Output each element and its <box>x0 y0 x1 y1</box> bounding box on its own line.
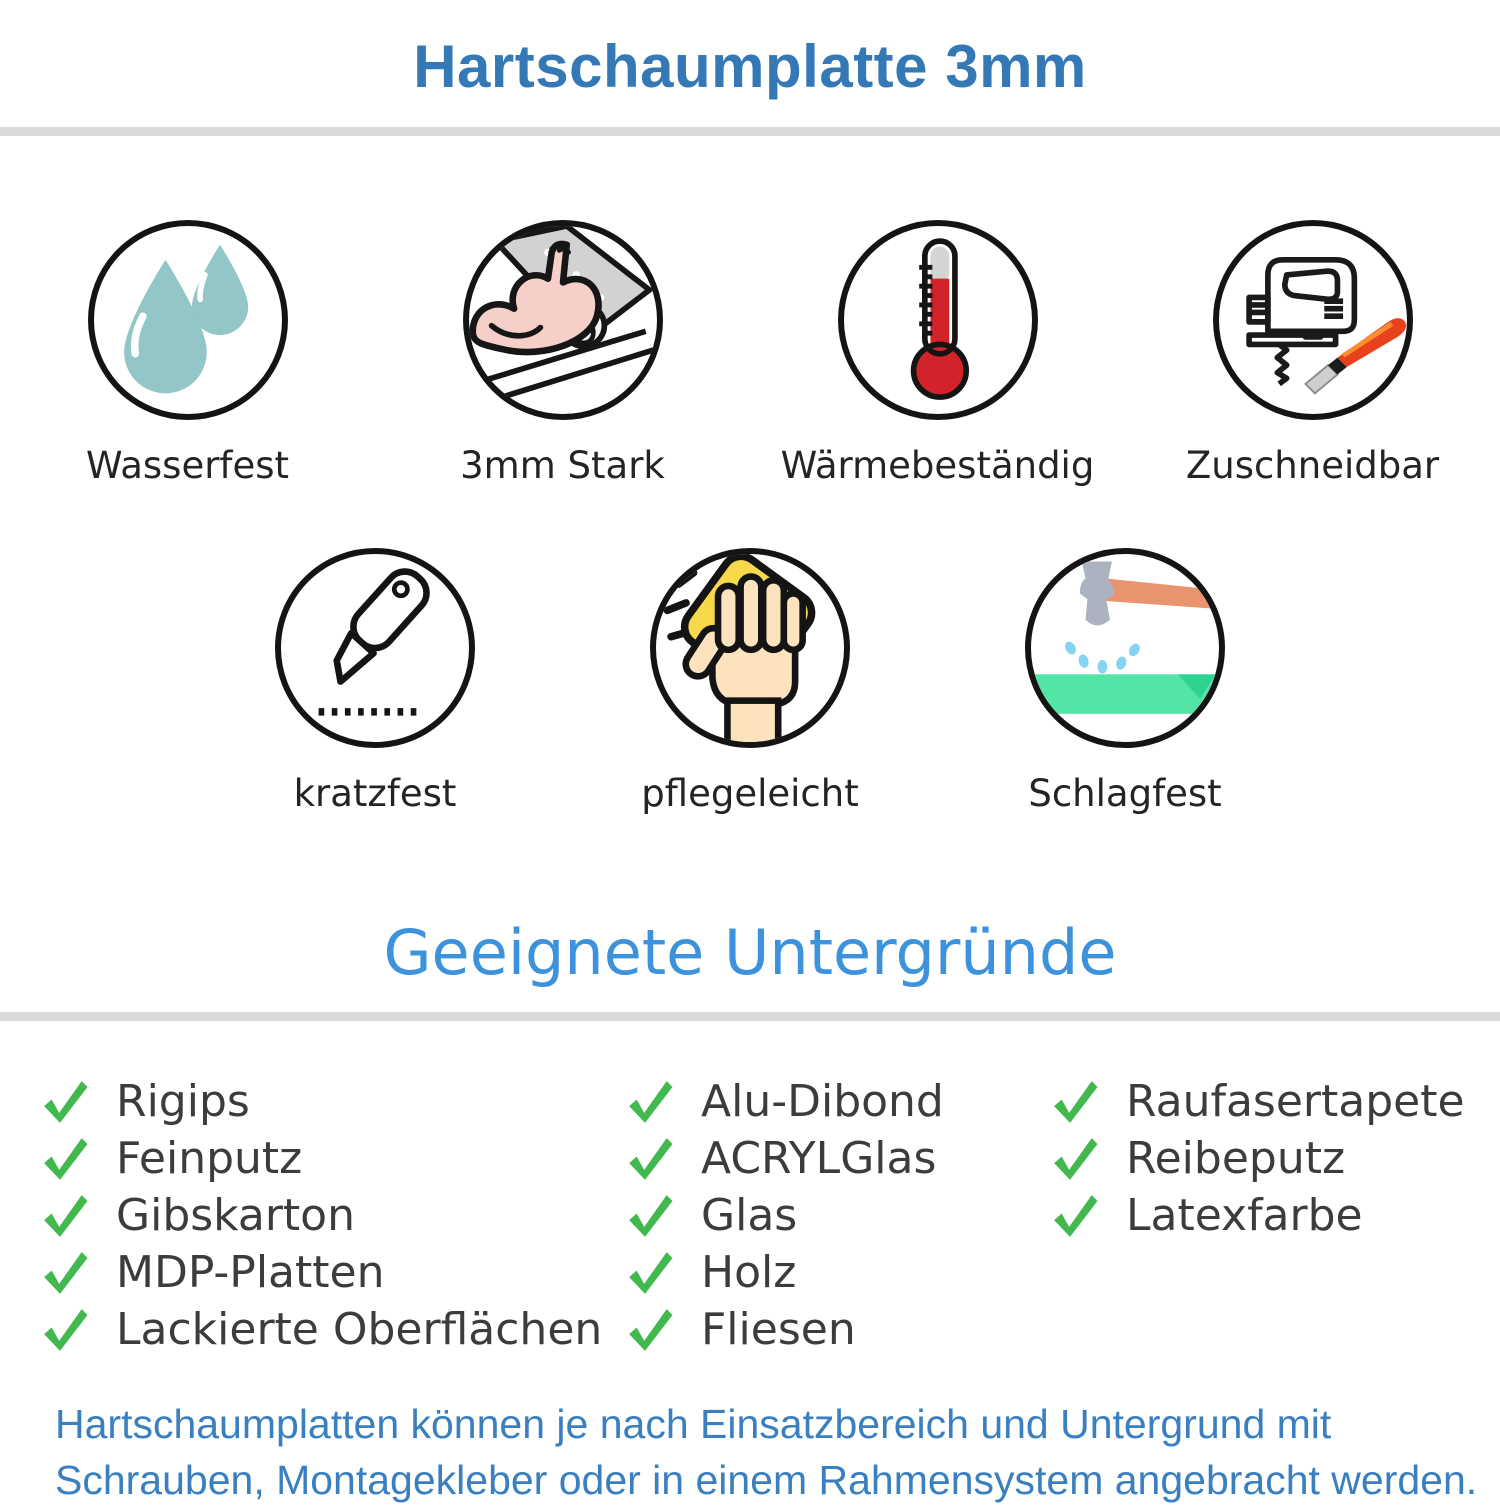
feature-wasserfest <box>0 220 375 488</box>
list-item-label: Latexfarbe <box>1126 1190 1363 1241</box>
check-icon <box>625 1077 675 1127</box>
footer-note <box>0 1396 1500 1508</box>
list-item-label: Fliesen <box>701 1304 856 1355</box>
check-icon <box>1050 1191 1100 1241</box>
list-item-label: Feinputz <box>116 1133 303 1184</box>
divider-bar <box>0 127 1500 136</box>
footer-line-2: Schrauben, Montagekleber oder in einem Rahmensystem angebracht werden. <box>55 1457 1478 1503</box>
feature-label: pflegeleicht <box>641 772 859 815</box>
feature-pflegeleicht <box>563 548 938 816</box>
list-item <box>1050 1187 1500 1244</box>
check-icon <box>625 1305 675 1355</box>
list-item <box>40 1130 625 1187</box>
list-item <box>1050 1073 1500 1130</box>
list-item-label: MDP-Platten <box>116 1247 385 1298</box>
substrates-list <box>0 1073 1500 1358</box>
list-item <box>1050 1130 1500 1187</box>
feature-label: Zuschneidbar <box>1185 444 1440 487</box>
list-item-label: Lackierte Oberflächen <box>116 1304 603 1355</box>
jigsaw-cutter-icon <box>1213 220 1413 420</box>
list-item-label: Glas <box>701 1190 798 1241</box>
feature-schlagfest <box>938 548 1313 816</box>
feature-kratzfest <box>188 548 563 816</box>
substrates-column-2 <box>625 1073 1050 1358</box>
check-icon <box>40 1248 90 1298</box>
list-item <box>625 1187 1050 1244</box>
list-item-label: Holz <box>701 1247 797 1298</box>
list-item <box>625 1301 1050 1358</box>
substrates-column-1 <box>40 1073 625 1358</box>
hammer-impact-icon <box>1025 548 1225 748</box>
footer-line-1: Hartschaumplatten können je nach Einsatzbereich und Untergrund mit <box>55 1401 1332 1447</box>
cleaning-hand-icon <box>650 548 850 748</box>
muscle-arm-icon <box>463 220 663 420</box>
list-item-label: ACRYLGlas <box>701 1133 937 1184</box>
feature-waermebestaendig <box>750 220 1125 488</box>
list-item <box>625 1073 1050 1130</box>
page-title: Hartschaumplatte 3mm <box>413 33 1087 100</box>
list-item <box>40 1244 625 1301</box>
list-item <box>40 1073 625 1130</box>
list-item-label: Reibeputz <box>1126 1133 1346 1184</box>
utility-knife-icon <box>275 548 475 748</box>
feature-label: Wasserfest <box>86 444 289 487</box>
list-item-label: Rigips <box>116 1076 250 1127</box>
section-title: Geeignete Untergründe <box>383 916 1117 989</box>
feature-label: 3mm Stark <box>460 444 665 487</box>
check-icon <box>625 1248 675 1298</box>
list-item <box>40 1301 625 1358</box>
feature-label: kratzfest <box>293 772 457 815</box>
check-icon <box>40 1077 90 1127</box>
feature-3mm-stark <box>375 220 750 488</box>
check-icon <box>40 1305 90 1355</box>
list-item <box>40 1187 625 1244</box>
feature-zuschneidbar <box>1125 220 1500 488</box>
check-icon <box>1050 1134 1100 1184</box>
feature-row-1 <box>0 220 1500 488</box>
divider-bar <box>0 1012 1500 1021</box>
feature-label: Schlagfest <box>1028 772 1222 815</box>
check-icon <box>625 1191 675 1241</box>
water-drops-icon <box>88 220 288 420</box>
check-icon <box>1050 1077 1100 1127</box>
list-item-label: Alu-Dibond <box>701 1076 944 1127</box>
list-item-label: Gibskarton <box>116 1190 355 1241</box>
list-item-label: Raufasertapete <box>1126 1076 1465 1127</box>
list-item <box>625 1244 1050 1301</box>
feature-label: Wärmebeständig <box>780 444 1095 487</box>
check-icon <box>625 1134 675 1184</box>
check-icon <box>40 1134 90 1184</box>
feature-row-2 <box>0 548 1500 816</box>
thermometer-icon <box>838 220 1038 420</box>
list-item <box>625 1130 1050 1187</box>
check-icon <box>40 1191 90 1241</box>
substrates-column-3 <box>1050 1073 1500 1358</box>
